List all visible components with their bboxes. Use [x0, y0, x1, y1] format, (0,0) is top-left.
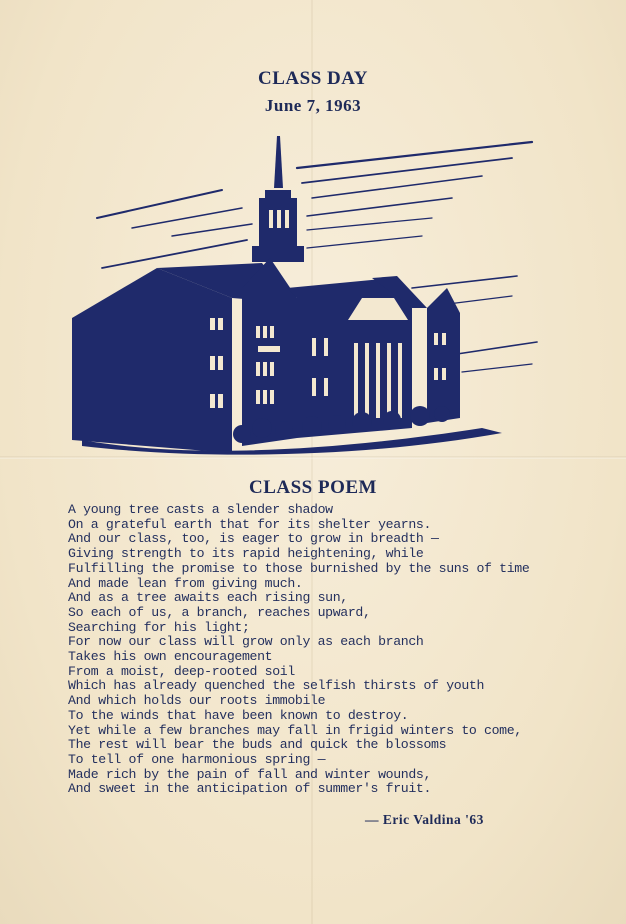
poem-line: And our class, too, is eager to grow in breadth —: [68, 531, 439, 547]
poem-line: Takes his own encouragement: [68, 649, 273, 665]
poem-line: And which holds our roots immobile: [68, 693, 326, 709]
poem-line: The rest will bear the buds and quick the blossoms: [68, 737, 447, 753]
poem-line: For now our class will grow only as each branch: [68, 634, 424, 650]
poem-body: [68, 503, 568, 797]
poem-line: Made rich by the pain of fall and winter wounds,: [68, 766, 432, 782]
poem-line: And as a tree awaits each rising sun,: [68, 590, 348, 606]
poem-line: Fulfilling the promise to those burnished by the suns of time: [68, 560, 530, 576]
poem-line: From a moist, deep-rooted soil: [68, 663, 295, 679]
poem-line: On a grateful earth that for its shelter yearns.: [68, 516, 432, 532]
poem-line: And made lean from giving much.: [68, 575, 303, 591]
event-date: June 7, 1963: [264, 96, 362, 115]
poem-line: Yet while a few branches may fall in frigid winters to come,: [68, 722, 522, 738]
poem-line: Giving strength to its rapid heightening, while: [68, 546, 424, 562]
poem-line: A young tree casts a slender shadow: [68, 502, 333, 517]
poem-author: — Eric Valdina '63: [365, 812, 484, 827]
school-building-illustration: [62, 128, 542, 458]
poem-line: To tell of one harmonious spring —: [68, 751, 326, 767]
poem-line: And sweet in the anticipation of summer's fruit.: [68, 781, 432, 797]
page-title: CLASS DAY: [258, 68, 368, 89]
poem-line: Which has already quenched the selfish thirsts of youth: [68, 678, 485, 694]
poem-title: CLASS POEM: [249, 477, 377, 498]
poem-line: So each of us, a branch, reaches upward,: [68, 604, 371, 620]
poem-line: Searching for his light;: [68, 619, 250, 635]
poem-line: To the winds that have been known to destroy.: [68, 707, 409, 723]
church-steeple-building-icon: [62, 128, 542, 458]
